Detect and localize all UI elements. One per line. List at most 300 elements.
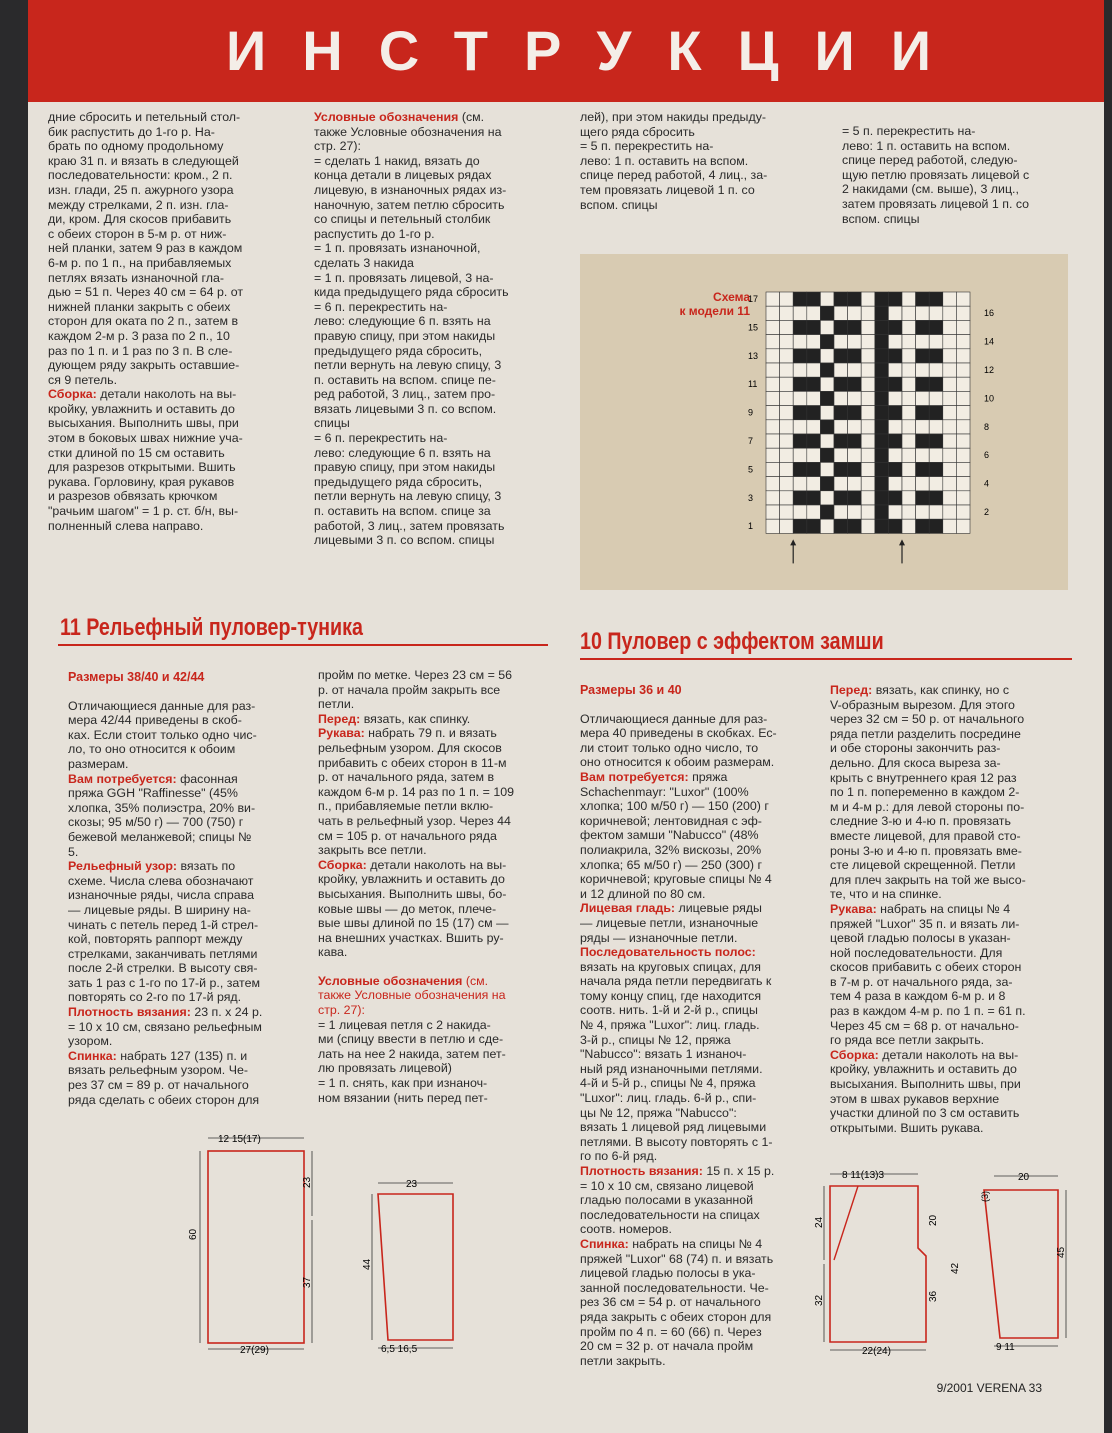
paragraph-label: Перед: — [830, 683, 873, 697]
chart-right-row-number: 6 — [984, 450, 990, 461]
text-line: соотв. номеров. — [580, 1222, 672, 1237]
chart-cell — [766, 292, 780, 306]
chart-cell — [793, 491, 807, 505]
chart-cell — [834, 377, 848, 391]
text-line: = 6 п. перекрестить на- — [314, 431, 448, 446]
text-line: п., прибавляемые петли вклю- — [318, 799, 494, 814]
schem10-bottom-label: 22(24) — [862, 1346, 891, 1357]
text-line: каждом 6-м р. 14 раз по 1 п. = 109 — [318, 784, 515, 799]
chart-cell — [766, 335, 780, 349]
text-line: вязать лицевыми 3 п. со вспом. — [314, 401, 497, 416]
chart-right-row-number: 10 — [984, 393, 995, 404]
text-line: = 10 х 10 см, связано лицевой — [580, 1178, 754, 1193]
chart-cell — [780, 335, 794, 349]
paragraph-label: Вам потребуется: — [68, 771, 177, 786]
legend-heading: Условные обозначения — [314, 110, 459, 124]
chart-cell — [956, 462, 970, 476]
text-line: ряда сделать с обеих сторон для — [68, 1092, 260, 1107]
text-line: лю провязать лицевой) — [318, 1061, 452, 1076]
chart-cell — [888, 306, 902, 320]
schem11-top-label: 12 15(17) — [218, 1134, 261, 1145]
text-line: ло, то оно относится к обоим — [68, 742, 236, 757]
text-line: 3-й р., спицы № 12, пряжа — [580, 1032, 731, 1047]
chart-cell — [780, 462, 794, 476]
chart-cell — [834, 349, 848, 363]
chart-cell — [943, 391, 957, 405]
labeled-paragraph — [580, 901, 816, 945]
chart-cell — [861, 519, 875, 533]
text-line: пряжей "Luxor" 35 п. и вязать ли- — [830, 916, 1020, 931]
text-line: кой, повторять раппорт между — [68, 932, 243, 947]
text-line: соотв. нить. 1-й и 2-й р., спицы — [580, 1003, 758, 1018]
schem10-sleeve-bottom-label: 9 11 — [996, 1342, 1015, 1353]
chart-cell — [780, 406, 794, 420]
chart-cell — [834, 406, 848, 420]
labeled-paragraph — [580, 1164, 816, 1237]
text-line: кройку, увлажнить и оставить до — [48, 401, 235, 416]
text-line: п. оставить на вспом. спице пе- — [314, 372, 496, 387]
text-line: Отличающиеся данные для раз- — [68, 698, 256, 713]
chart-cell — [888, 491, 902, 505]
paragraph-label: Сборка: — [830, 1047, 879, 1062]
page-footer: 9/2001 VERENA 33 — [936, 1381, 1042, 1395]
text-line: пряжа GGH "Raffinesse" (45% — [68, 786, 238, 801]
chart-cell — [875, 306, 889, 320]
section-10-column-a — [580, 683, 816, 1368]
chart-cell — [780, 477, 794, 491]
chart-cell — [793, 391, 807, 405]
chart-cell — [834, 434, 848, 448]
chart-cell — [956, 292, 970, 306]
text-line: = 1 п. провязать изнаночной, — [314, 241, 481, 256]
text-line: 20 см = 32 р. от начала пройм — [580, 1339, 754, 1354]
paragraph-label: Плотность вязания: — [580, 1164, 703, 1178]
text-line: р. от начального ряда, затем в — [318, 770, 495, 785]
chart-cell — [875, 406, 889, 420]
text-line: этом в швах рукавов верхние — [830, 1091, 1000, 1106]
text-line: коричневой; круговые спицы № 4 — [580, 872, 772, 887]
chart-cell — [929, 434, 943, 448]
chart-cell — [834, 519, 848, 533]
text-line: открытыми. Вшить рукава. — [830, 1120, 984, 1135]
paragraph-label: Лицевая гладь: — [580, 901, 676, 916]
chart-cell — [888, 448, 902, 462]
sizes-subheading: Размеры 38/40 и 42/44 — [68, 670, 205, 684]
chart-cell — [820, 462, 834, 476]
chart-cell — [848, 391, 862, 405]
chart-cell — [793, 448, 807, 462]
chart-cell — [820, 320, 834, 334]
chart-cell — [861, 448, 875, 462]
chart-cell — [902, 420, 916, 434]
text-line: хлопка; 65 м/50 г) — 250 (300) г — [580, 857, 762, 872]
schem11-left-label: 60 — [188, 1228, 199, 1240]
text-line: Отличающиеся данные для раз- — [580, 711, 768, 726]
paragraph-label: Рукава: — [830, 901, 877, 916]
chart-cell — [861, 477, 875, 491]
chart-title-line2: к модели 11 — [679, 304, 750, 318]
text-line: мера 40 приведены в скобках. Ес- — [580, 726, 777, 741]
chart-cell — [875, 363, 889, 377]
chart-cell — [943, 363, 957, 377]
chart-cell — [807, 491, 821, 505]
chart-cell — [848, 434, 862, 448]
text-line: лево: следующие 6 п. взять на — [314, 445, 491, 460]
chart-cell — [820, 448, 834, 462]
chart-right-row-number: 12 — [984, 365, 995, 375]
labeled-paragraph — [318, 712, 554, 727]
chart-cell — [766, 363, 780, 377]
labeled-paragraph — [580, 1237, 816, 1368]
text-line: лево: 1 п. оставить на вспом. — [580, 153, 749, 168]
chart-cell — [807, 519, 821, 533]
schem11-sleeve-side-label: 44 — [362, 1258, 373, 1270]
chart-cell — [780, 448, 794, 462]
text-line: сделать 3 накида — [314, 255, 414, 270]
chart-left-row-number: 9 — [748, 407, 754, 418]
text-line: полненный слева направо. — [48, 518, 204, 533]
chart-left-row-number: 13 — [748, 350, 759, 361]
chart-cell — [888, 391, 902, 405]
chart-cell — [820, 335, 834, 349]
labeled-paragraph — [68, 1005, 304, 1049]
chart-cell — [780, 434, 794, 448]
chart-cell — [929, 420, 943, 434]
chart-cell — [861, 363, 875, 377]
text-line: крыть с внутреннего края 12 раз — [830, 770, 1017, 785]
text-line: пряжей "Luxor" 68 (74) п. и вязать — [580, 1251, 774, 1266]
text-line: петли. — [318, 697, 355, 712]
paragraph-label: Спинка: — [580, 1236, 629, 1251]
text-line: по 1 п. попеременно в каждом 2- — [830, 785, 1020, 800]
chart-cell — [820, 349, 834, 363]
chart-cell — [956, 505, 970, 519]
text-line: вязать на круговых спицах, для — [580, 959, 761, 974]
chart-cell — [766, 377, 780, 391]
chart-cell — [848, 320, 862, 334]
chart-cell — [834, 462, 848, 476]
chart-cell — [916, 462, 930, 476]
text-line: дние сбросить и петельный стол- — [48, 110, 241, 124]
labeled-paragraph — [580, 770, 816, 901]
text-line: 15 п. х 15 р. — [702, 1164, 775, 1178]
chart-repeat-arrowhead — [790, 539, 796, 545]
text-line: скозы; 95 м/50 г) — 700 (750) г — [68, 815, 244, 830]
chart-cell — [834, 335, 848, 349]
text-line: м и 4-м р.: для левой стороны по- — [830, 799, 1025, 814]
chart-cell — [929, 292, 943, 306]
schem10-mid-top-label: 20 — [928, 1214, 939, 1226]
text-line: ряды — изнаночные петли. — [580, 930, 738, 945]
chart-cell — [820, 491, 834, 505]
text-line: = 5 п. перекрестить на- — [580, 139, 714, 154]
text-line: затем провязать лицевой 1 п. со — [842, 196, 1030, 211]
text-line: бежевой меланжевой; спицы № — [68, 829, 252, 844]
text-line: ся 9 петель. — [48, 372, 118, 387]
chart-right-row-number: 2 — [984, 507, 990, 517]
text-line: дующем ряду закрыть оставшие- — [48, 358, 240, 373]
text-line: нижней планки закрыть с обеих — [48, 299, 231, 314]
text-line: ли стоит только одно число, то — [580, 740, 759, 755]
text-line: занной последовательности. Че- — [580, 1280, 769, 1295]
chart-cell — [820, 391, 834, 405]
chart-cell — [929, 363, 943, 377]
text-line: го ряда все петли закрыть. — [830, 1033, 985, 1048]
text-line: вязать рельефным узором. Че- — [68, 1063, 248, 1078]
chart-cell — [820, 420, 834, 434]
chart-cell — [916, 491, 930, 505]
text-line: спице перед работой, 4 лиц., за- — [580, 168, 768, 183]
text-line: и 12 длиной по 80 см. — [580, 886, 706, 901]
chart-cell — [956, 491, 970, 505]
chart-cell — [888, 363, 902, 377]
chart-cell — [861, 320, 875, 334]
chart-cell — [807, 434, 821, 448]
knitting-chart-grid — [580, 254, 1068, 590]
chart-cell — [807, 349, 821, 363]
chart-cell — [834, 306, 848, 320]
text-line: цы № 12, пряжа "Nabucco": — [580, 1105, 737, 1120]
schem10-top-label: 8 11(13)3 — [842, 1170, 885, 1181]
section-10-rule — [580, 658, 1072, 660]
chart-cell — [780, 306, 794, 320]
chart-cell — [793, 306, 807, 320]
text-line: лей), при этом накиды предыду- — [580, 110, 767, 124]
text-line: щего ряда сбросить — [580, 124, 695, 139]
chart-cell — [780, 320, 794, 334]
text-line: петли вернуть на левую спицу, 3 — [314, 358, 502, 373]
chart-cell — [875, 349, 889, 363]
chart-cell — [929, 406, 943, 420]
chart-cell — [807, 320, 821, 334]
text-line: изн. глади, 25 п. ажурного узора — [48, 182, 234, 197]
chart-cell — [929, 335, 943, 349]
chart-cell — [875, 391, 889, 405]
chart-cell — [943, 377, 957, 391]
text-line: через 32 см = 50 р. от начального — [830, 712, 1025, 727]
text-line: изнаночные ряды, числа справа — [68, 888, 254, 903]
header-banner — [28, 0, 1104, 102]
schem10-sleeve-small-label: (3) — [980, 1191, 990, 1202]
text-line: 2 накидами (см. выше), 3 лиц., — [842, 182, 1019, 197]
chart-cell — [834, 448, 848, 462]
text-line: = 5 п. перекрестить на- — [842, 124, 976, 138]
text-line: узором. — [68, 1034, 113, 1049]
chart-cell — [780, 505, 794, 519]
chart-cell — [902, 377, 916, 391]
chart-cell — [834, 477, 848, 491]
chart-right-row-number: 4 — [984, 478, 990, 489]
text-line: высыхания. Выполнить швы, при — [830, 1077, 1021, 1092]
chart-cell — [929, 377, 943, 391]
legend-heading-rest: (см. — [458, 110, 485, 124]
chart-cell — [902, 519, 916, 533]
chart-cell — [807, 363, 821, 377]
chart-cell — [861, 335, 875, 349]
chart-cell — [793, 377, 807, 391]
text-line: спицы — [314, 416, 350, 431]
chart-left-row-number: 7 — [748, 436, 754, 446]
text-line: скосов прибавить с обеих сторон — [830, 960, 1022, 975]
text-line: 4-й и 5-й р., спицы № 4, пряжа — [580, 1076, 756, 1091]
text-line: работой, 3 лиц., затем провязать — [314, 518, 505, 533]
text-line: этом в боковых швах нижние уча- — [48, 431, 243, 446]
text-line: — лицевые ряды. В ширину на- — [68, 902, 251, 917]
chart-right-row-number: 14 — [984, 336, 995, 347]
schem10-sleeve-side-label: 45 — [1056, 1246, 1067, 1258]
chart-cell — [916, 306, 930, 320]
chart-cell — [875, 519, 889, 533]
chart-cell — [888, 505, 902, 519]
text-line: пройм по 4 п. = 60 (66) п. Через — [580, 1324, 762, 1339]
chart-cell — [848, 349, 862, 363]
text-line: ми (спицу ввести в петлю и сде- — [318, 1032, 504, 1047]
text-line: ковые швы — до меток, плече- — [318, 901, 497, 916]
chart-cell — [834, 363, 848, 377]
chart-cell — [888, 349, 902, 363]
text-line: петли закрыть. — [580, 1353, 666, 1368]
continuation-text-column — [48, 110, 290, 533]
chart-cell — [834, 505, 848, 519]
text-line: 23 п. х 24 р. — [190, 1005, 263, 1020]
labeled-paragraph — [318, 726, 554, 857]
chart-cell — [916, 477, 930, 491]
chart-cell — [875, 420, 889, 434]
text-line: 6-м р. по 1 п., на прибавляемых — [48, 255, 232, 270]
chart-cell — [902, 320, 916, 334]
text-line: набрать 79 п. и вязать — [364, 726, 497, 741]
text-line: начала ряда петли передвигать к — [580, 974, 772, 989]
text-line: лицевую, в изнаночных рядах из- — [314, 182, 507, 197]
chart-cell — [861, 377, 875, 391]
text-line: вязать 1 лицевой ряд лицевыми — [580, 1120, 767, 1135]
text-line: кида предыдущего ряда сбросить — [314, 285, 509, 300]
chart-cell — [929, 519, 943, 533]
chart-cell — [956, 391, 970, 405]
schem10-left-bottom-label: 32 — [814, 1294, 825, 1306]
chart-cell — [766, 477, 780, 491]
text-line: с обеих сторон в 5-м р. от ниж- — [48, 226, 227, 241]
chart-cell — [888, 434, 902, 448]
chart-cell — [766, 505, 780, 519]
text-line: тем провязать лицевой 1 п. со — [580, 182, 755, 197]
chart-cell — [820, 406, 834, 420]
text-line: для плеч закрыть на той же высо- — [830, 872, 1026, 887]
chart-title-line1: Схема — [713, 290, 750, 304]
chart-cell — [916, 335, 930, 349]
chart-cell — [929, 320, 943, 334]
chart-cell — [861, 505, 875, 519]
text-line: = 1 п. снять, как при изнаноч- — [318, 1076, 488, 1091]
text-line: схеме. Числа слева обозначают — [68, 873, 254, 888]
chart-cell — [820, 292, 834, 306]
chart-cell — [848, 363, 862, 377]
text-line: фектом замши "Nabucco" (48% — [580, 828, 759, 843]
text-line: чинать с петель перед 1-й стрел- — [68, 917, 259, 932]
text-line: мера 42/44 приведены в скоб- — [68, 713, 242, 728]
text-line: лицевые ряды — [675, 901, 762, 916]
chart-cell — [766, 434, 780, 448]
labeled-paragraph — [68, 859, 304, 1005]
chart-cell — [766, 306, 780, 320]
chart-cell — [766, 349, 780, 363]
chart-cell — [848, 335, 862, 349]
chart-cell — [780, 519, 794, 533]
section-10-column-b — [830, 683, 1066, 1135]
section-11-column-a — [68, 670, 304, 1107]
text-line: петли вернуть на левую спицу, 3 — [314, 489, 502, 504]
chart-cell — [956, 335, 970, 349]
chart-left-row-number: 11 — [748, 379, 758, 390]
chart-cell — [956, 519, 970, 533]
chart-cell — [766, 320, 780, 334]
text-line: чать в рельефный узор. Через 44 — [318, 813, 511, 828]
text-line: = 1 лицевая петля с 2 накида- — [318, 1017, 491, 1032]
text-line: сте лицевой скрещенной. Петли — [830, 858, 1016, 873]
text-line: детали наколоть на вы- — [96, 387, 237, 402]
text-line: рельефным узором. Для скосов — [318, 740, 502, 755]
paragraph-label: Рельефный узор: — [68, 859, 178, 874]
chart-cell — [943, 477, 957, 491]
chart-right-row-number: 8 — [984, 421, 990, 432]
chart-cell — [943, 335, 957, 349]
chart-cell — [861, 434, 875, 448]
text-line: щую петлю провязать лицевой с — [842, 167, 1030, 182]
chart-cell — [956, 306, 970, 320]
schem10-sleeve-top-label: 20 — [1018, 1172, 1030, 1183]
chart-cell — [929, 349, 943, 363]
chart-cell — [875, 462, 889, 476]
chart-cell — [902, 335, 916, 349]
text-line: кройку, увлажнить и оставить до — [830, 1062, 1017, 1077]
labeled-paragraph — [48, 387, 290, 533]
chart-cell — [780, 391, 794, 405]
schem11-sleeve-top-label: 23 — [406, 1179, 418, 1190]
chart-cell — [875, 448, 889, 462]
text-line: го по 6-й ряд. — [580, 1149, 658, 1164]
chart-cell — [902, 462, 916, 476]
chart-right-row-number: 16 — [984, 308, 995, 319]
chart-cell — [929, 491, 943, 505]
text-line: конца детали в лицевых рядах — [314, 168, 492, 183]
labeled-paragraph — [830, 902, 1066, 1048]
text-line: ряда петли разделить посредине — [830, 726, 1021, 741]
chart-cell — [888, 320, 902, 334]
text-line: ред работой, 3 лиц., затем про- — [314, 387, 496, 402]
text-line: в 7-м р. от начального ряда, за- — [830, 974, 1013, 989]
schematic-model-11 — [188, 1128, 448, 1360]
paragraph-label: Перед: — [318, 711, 361, 726]
chart-cell — [861, 306, 875, 320]
magazine-page — [28, 0, 1104, 1433]
text-line: дельно. Для скоса выреза за- — [830, 755, 1001, 770]
chart-cell — [848, 306, 862, 320]
chart-cell — [780, 363, 794, 377]
schem11-right-bottom-label: 37 — [302, 1276, 313, 1288]
chart-cell — [902, 406, 916, 420]
text-line: = 10 х 10 см, связано рельефным — [68, 1019, 262, 1034]
chart-left-row-number: 15 — [748, 322, 759, 333]
chart-cell — [943, 292, 957, 306]
schem11-bottom-label: 27(29) — [240, 1345, 269, 1356]
text-line: на внешних участках. Вшить ру- — [318, 930, 504, 945]
banner-title: ИНСТРУКЦИИ — [226, 19, 967, 82]
text-line: следние 3-ю и 4-ю п. провязать — [830, 814, 1011, 829]
chart-cell — [793, 434, 807, 448]
chart-cell — [943, 306, 957, 320]
chart-cell — [902, 434, 916, 448]
chart-cell — [861, 349, 875, 363]
